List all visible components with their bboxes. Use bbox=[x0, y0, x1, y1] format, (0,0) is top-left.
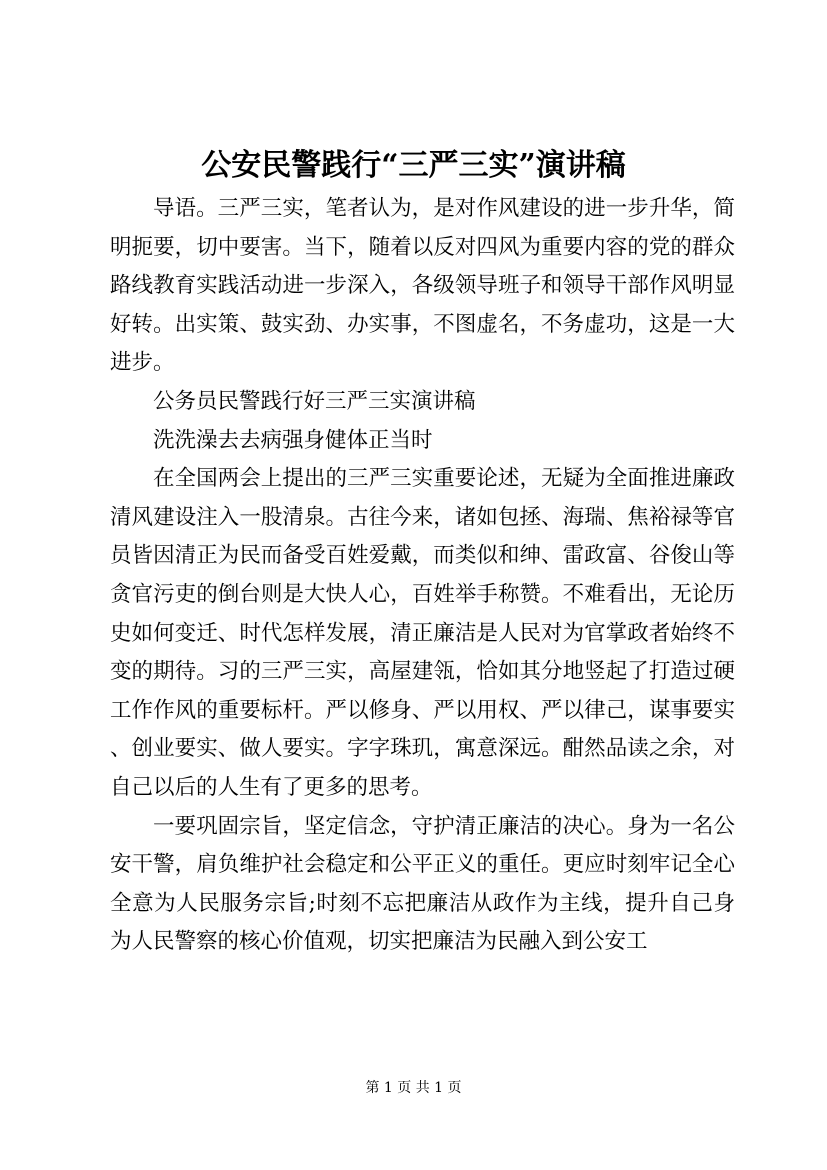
paragraph-heading: 洗洗澡去去病强身健体正当时 bbox=[153, 427, 433, 453]
paragraph-subtitle: 公务员民警践行好三严三实演讲稿 bbox=[153, 388, 476, 414]
document-title: 公安民警践行“三严三实”演讲稿 bbox=[201, 148, 626, 183]
page-footer: 第 1 页 共 1 页 bbox=[365, 1080, 462, 1096]
document-body bbox=[110, 190, 735, 962]
paragraph-main: 在全国两会上提出的三严三实重要论述，无疑为全面推进廉政清风建设注入一股清泉。古往今来，诸如包拯、海瑞、焦裕禄等官员皆因清正为民而备受百姓爱戴，而类似和绅、雷政富、谷俊山等贪官污吏的倒台则是大快人心，百姓举手称赞。不难看出，无论历史如何变迁、时代怎样发展，清正廉洁是人民对为官掌政者始终不变的期待。习的三严三实，高屋建瓴，恰如其分地竖起了打造过硬工作作风的重要标杆。严以修身、严以用权、严以律己，谋事要实、创业要实、做人要实。字字珠玑，寓意深远。酣然品读之余，对自己以后的人生有了更多的思考。 bbox=[110, 466, 735, 800]
paragraph-intro: 导语。三严三实，笔者认为，是对作风建设的进一步升华，简明扼要，切中要害。当下，随着以反对四风为重要内容的党的群众路线教育实践活动进一步深入，各级领导班子和领导干部作风明显好转。出实策、鼓实劲、办实事，不图虚名，不务虚功，这是一大进步。 bbox=[110, 196, 735, 376]
paragraph-point-one: 一要巩固宗旨，坚定信念，守护清正廉洁的决心。身为一名公安干警，肩负维护社会稳定和公平正义的重任。更应时刻牢记全心全意为人民服务宗旨;时刻不忘把廉洁从政作为主线，提升自己身为人民警察的核心价值观，切实把廉洁为民融入到公安工 bbox=[110, 813, 735, 955]
